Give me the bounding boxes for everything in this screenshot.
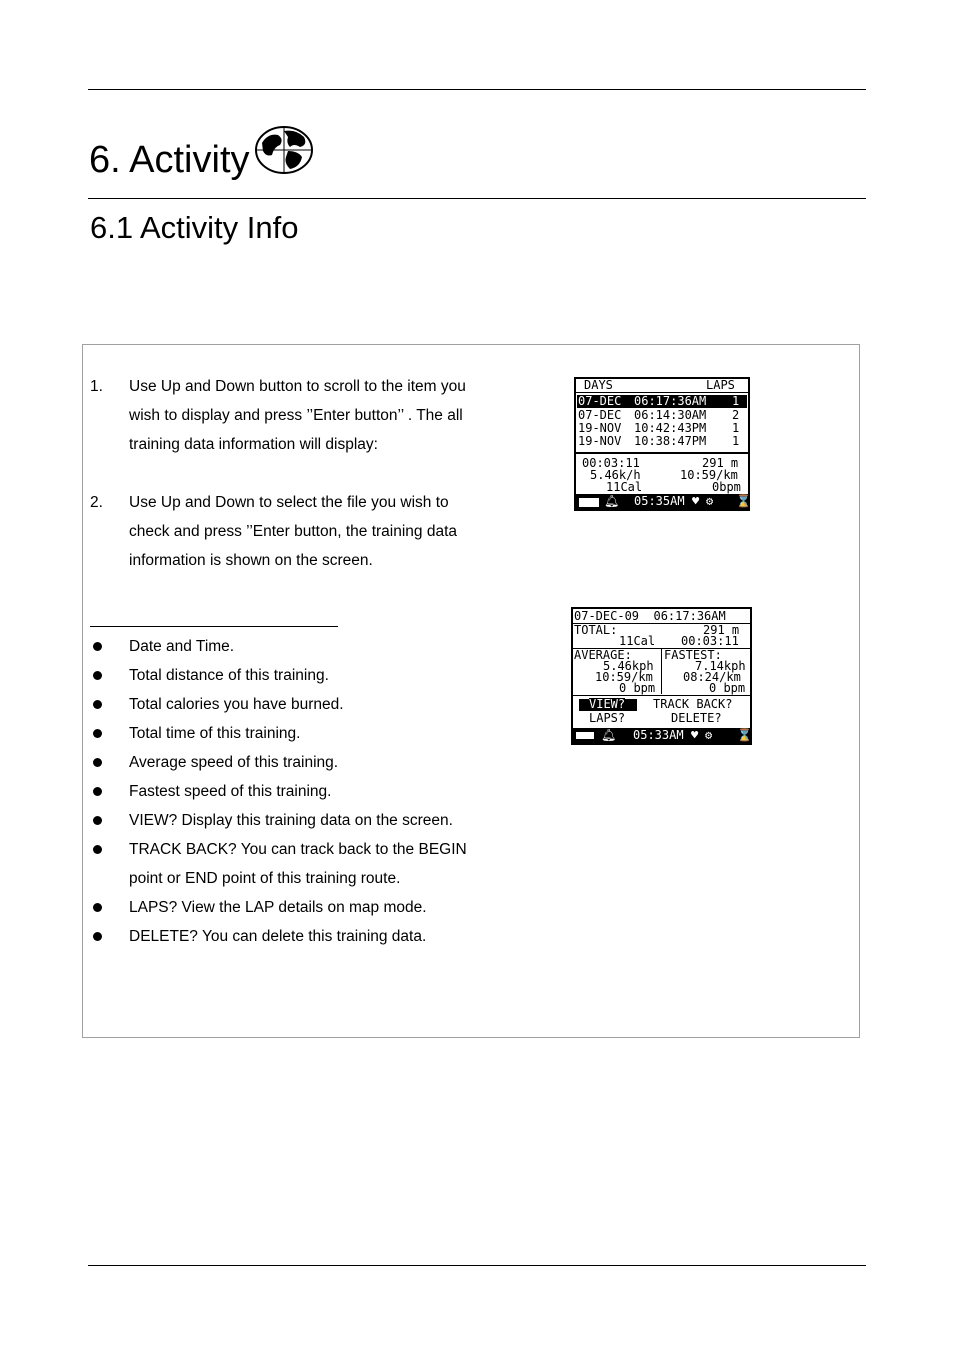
list-item: LAPS? View the LAP details on map mode.	[90, 893, 470, 922]
bullet-icon	[93, 758, 102, 767]
bell-icon: 🔔︎	[604, 494, 620, 508]
fastest-heart-rate: 0 bpm	[709, 681, 746, 695]
row-date: 19-NOV	[578, 421, 622, 435]
heart-icon: ♥	[691, 728, 699, 742]
avg-speed: 5.46k/h	[590, 468, 641, 482]
row-time: 10:42:43PM	[634, 421, 707, 435]
total-time: 00:03:11	[582, 456, 640, 470]
view-option[interactable]: VIEW?	[589, 697, 626, 711]
list-item: Total calories you have burned.	[90, 690, 470, 719]
total-distance: 291 m	[702, 456, 739, 470]
avg-pace: 10:59/km	[680, 468, 738, 482]
average-label: AVERAGE:	[574, 648, 632, 662]
heart-icon: ♥	[692, 494, 700, 508]
row-time: 10:38:47PM	[634, 434, 707, 448]
top-rule	[88, 89, 866, 90]
total-label: TOTAL:	[574, 623, 618, 637]
row-time: 06:17:36AM	[634, 394, 707, 408]
avg-heart-rate: 0 bpm	[619, 681, 656, 695]
row-laps: 1	[732, 421, 740, 435]
delete-option[interactable]: DELETE?	[671, 711, 722, 725]
bullet-icon	[93, 642, 102, 651]
row-time: 06:14:30AM	[634, 408, 707, 422]
status-bar	[573, 728, 750, 743]
activity-datetime: 07-DEC-09 06:17:36AM	[574, 609, 726, 623]
bullet-icon	[93, 700, 102, 709]
fastest-pace: 08:24/km	[683, 670, 741, 684]
avg-speed: 5.46kph	[603, 659, 654, 673]
bullet-icon	[93, 729, 102, 738]
status-bar	[576, 494, 751, 509]
step-text: Use Up and Down to select the file you wish to check and press ’’Enter button, the training data information is shown on the screen.	[129, 494, 458, 569]
list-item: TRACK BACK? You can track back to the BEGIN point or END point of this training route.	[90, 835, 470, 893]
clock-time: 05:33AM	[633, 728, 684, 742]
row-date: 07-DEC	[578, 394, 622, 408]
bullet-icon	[93, 671, 102, 680]
avg-pace: 10:59/km	[595, 670, 653, 684]
row-laps: 2	[732, 408, 740, 422]
header-laps: LAPS	[706, 378, 735, 392]
list-item: DELETE? You can delete this training data.	[90, 922, 470, 951]
title-rule	[88, 198, 866, 199]
total-distance: 291 m	[703, 623, 740, 637]
separator	[90, 626, 338, 627]
step-number: 1.	[90, 378, 103, 395]
list-item: Date and Time.	[90, 632, 470, 661]
gear-icon: ⚙	[706, 494, 714, 508]
bullet-icon	[93, 903, 102, 912]
list-item: Total distance of this training.	[90, 661, 470, 690]
fastest-label: FASTEST:	[664, 648, 722, 662]
bell-icon: 🔔︎	[601, 728, 617, 742]
total-time: 00:03:11	[681, 634, 739, 648]
bullet-icon	[93, 787, 102, 796]
bullet-icon	[93, 845, 102, 854]
heart-rate: 0bpm	[712, 480, 741, 494]
step-text: Use Up and Down button to scroll to the item you wish to display and press ’’Enter button’’ . The all training data information will display:	[129, 378, 466, 453]
clock-time: 05:35AM	[634, 494, 685, 508]
row-date: 19-NOV	[578, 434, 622, 448]
row-laps: 1	[732, 394, 740, 408]
fastest-speed: 7.14kph	[695, 659, 746, 673]
list-item: VIEW? Display this training data on the screen.	[90, 806, 470, 835]
bullet-icon	[93, 932, 102, 941]
list-item: Average speed of this training.	[90, 748, 470, 777]
hourglass-icon: ⌛	[736, 494, 751, 508]
bottom-rule	[88, 1265, 866, 1266]
track-back-option[interactable]: TRACK BACK?	[653, 697, 733, 711]
device-screen-activity-list	[574, 377, 750, 511]
battery-icon	[579, 498, 599, 507]
gear-icon: ⚙	[705, 728, 713, 742]
step-number: 2.	[90, 494, 103, 511]
total-calories: 11Cal	[619, 634, 656, 648]
globe-icon	[254, 125, 314, 175]
hourglass-icon: ⌛	[737, 728, 752, 742]
list-item: Fastest speed of this training.	[90, 777, 470, 806]
list-item: Total time of this training.	[90, 719, 470, 748]
chapter-title: 6. Activity	[89, 139, 250, 181]
calories: 11Cal	[606, 480, 643, 494]
section-title: 6.1 Activity Info	[90, 210, 299, 245]
row-date: 07-DEC	[578, 408, 622, 422]
bullet-icon	[93, 816, 102, 825]
laps-option[interactable]: LAPS?	[589, 711, 626, 725]
header-days: DAYS	[584, 378, 613, 392]
battery-icon	[576, 732, 594, 739]
device-screen-activity-detail	[571, 607, 752, 745]
feature-list	[90, 632, 470, 951]
row-laps: 1	[732, 434, 740, 448]
